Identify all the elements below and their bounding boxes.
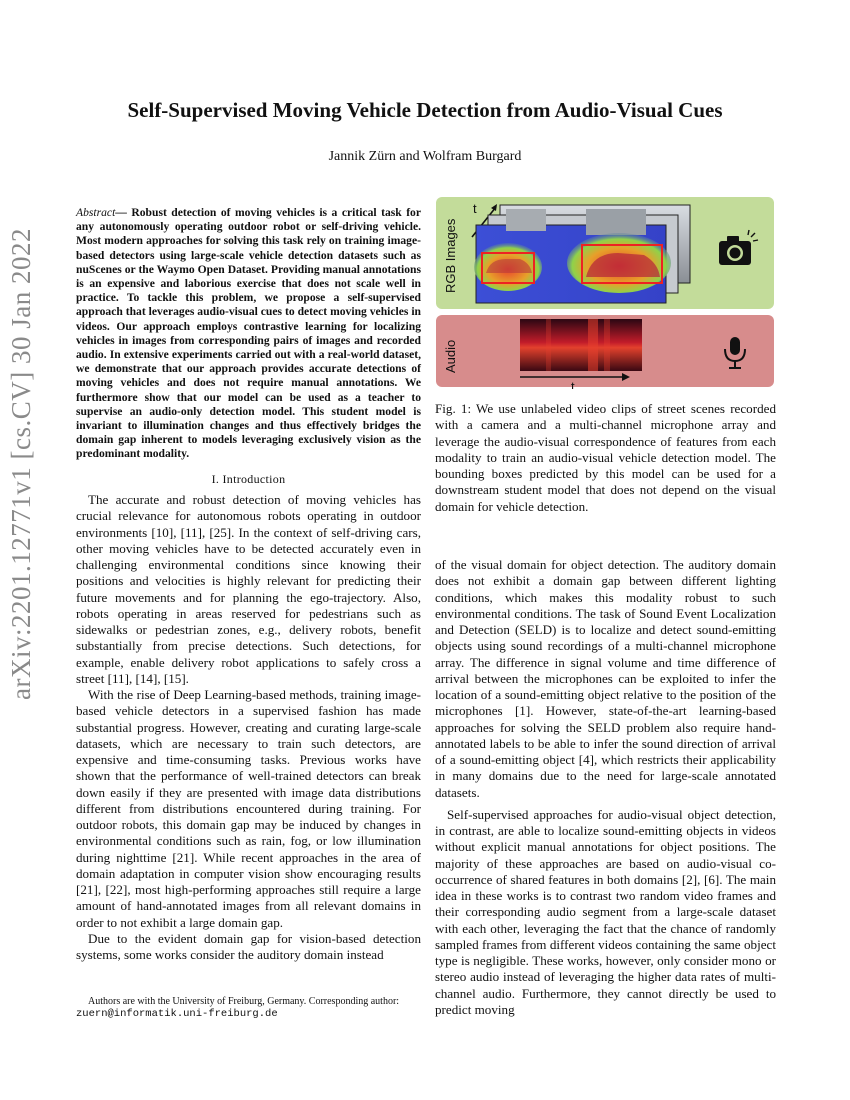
caption-text: Fig. 1: We use unlabeled video clips of street scenes recorded with a camera and a multi-channel microphone array and leverage the audio-visual correspondence of features from each modality to train an audio-visual vehicle detection model. The bounding boxes predicted by this model can be used for a downstream student model that does not depend on the visual domain for vehicle detection. xyxy=(435,401,776,514)
paragraph: of the visual domain for object detection. The auditory domain does not exhibit a domain gap between different lighting conditions, which makes this modality robust to such environmental conditions. The task of Sound Event Localization and Detection (SELD) is to localize and detect sound-emitting objects using sound recordings of a multi-channel microphone array. The difference in signal volume and time difference of arrival between the microphones can be exploited to infer the location of a sound-emitting object relative to the position of the microphones [1]. However, state-of-the-art learning-based approaches for solving the SELD problem also require hand-annotated labels to be able to infer the sound direction of arrival of a sound-emitting object [4], which restricts their applicability in many domains due to the need for large-scale annotated datasets. xyxy=(435,557,776,800)
paragraph: The accurate and robust detection of moving vehicles has crucial relevance for autonomous robots operating in outdoor environments [10], [11], [25]. In the context of self-driving cars, other moving vehicles have to be detected accurately even in challenging environmental conditions since knowing their positions and velocities is highly relevant for predicting their future movements and for planning the ego-trajectory. Also, robots operating in areas reserved for pedestrians such as sidewalks or pedestrian zones, e.g., delivery robots, benefit substantially from precise detections. Such detections, for example, enable delivery robot applications to safely cross a street [11], [14], [15]. xyxy=(76,492,421,686)
introduction-text xyxy=(76,492,421,963)
author-email: zuern@informatik.uni-freiburg.de xyxy=(76,1008,278,1020)
right-column-text xyxy=(435,557,776,1018)
paragraph: With the rise of Deep Learning-based methods, training image-based vehicle detectors in a supervised fashion has made substantial progress. However, creating and curating large-scale datasets, which are necessary to train such detectors, are expensive and time-consuming tasks. Previous works have shown that the performance of well-trained detectors can break down easily if they are presented with image data distributions different from distributions encountered during training. For outdoor robots, this domain gap may be induced by changes in environmental conditions such as rain, fog, or low illumination during nighttime [21]. While recent approaches in the area of domain adaptation in computer vision show encouraging results [21], [22], most high-performing approaches still require a large amount of hand-annotated images from all relevant domains in order to not exhibit a large domain gap. xyxy=(76,687,421,930)
time-label-bottom: t xyxy=(571,379,575,389)
figure-1 xyxy=(436,197,774,389)
arxiv-stamp: arXiv:2201.12771v1 [cs.CV] 30 Jan 2022 xyxy=(6,228,36,700)
figure-caption xyxy=(435,401,776,515)
figure-1-illustration xyxy=(436,197,774,389)
time-label-top: t xyxy=(473,201,477,216)
rgb-label: RGB Images xyxy=(443,218,458,293)
spectrogram xyxy=(520,319,642,371)
abstract-label: Abstract xyxy=(76,206,116,219)
footnote-text: Authors are with the University of Freiburg, Germany. Corresponding author: xyxy=(88,996,400,1007)
paragraph: Due to the evident domain gap for vision-based detection systems, some works consider the auditory domain instead xyxy=(76,930,421,962)
audio-label: Audio xyxy=(443,339,458,373)
abstract xyxy=(76,206,421,462)
abstract-text: — Robust detection of moving vehicles is a critical task for any autonomously operating outdoor robot or self-driving vehicle. Most modern approaches for solving this task rely on training image-based detectors using large-scale vehicle detection datasets such as nuScenes or the Waymo Open Dataset. Providing manual annotations is an expensive and laborious exercise that does not scale well in practice. To tackle this problem, we propose a self-supervised approach that leverages audio-visual cues to detect moving vehicles in videos. Our approach employs contrastive learning for localizing vehicles in images from corresponding pairs of images and recorded audio. In extensive experiments carried out with a real-world dataset, we demonstrate that our approach provides accurate detections of moving vehicles and does not require manual annotations. We furthermore show that our model can be used as a teacher to supervise an audio-only detection model. This student model is invariant to illumination changes and thus effectively bridges the domain gap inherent to models leveraging exclusively vision as the predominant modality. xyxy=(76,206,421,461)
section-heading-introduction: I. Introduction xyxy=(211,472,286,486)
paper-title: Self-Supervised Moving Vehicle Detection from Audio-Visual Cues xyxy=(127,98,723,122)
footnote xyxy=(76,996,421,1020)
paper-authors: Jannik Zürn and Wolfram Burgard xyxy=(328,149,522,164)
paragraph: Self-supervised approaches for audio-visual object detection, in contrast, are able to localize sound-emitting objects in videos without explicit manual annotations for object positions. The majority of these approaches are based on audio-visual co-occurrence of shared features in both domains [2], [6]. The main idea in these works is to contrast two random video frames and their corresponding audio segment from a large-scale dataset with each other, leveraging the fact that the chance of randomly sampled frames from different videos containing the same object type is negligible. These works, however, only consider mono or stereo audio instead of leveraging the higher data rates of multi-channel audio. Furthermore, they cannot directly be used to predict moving xyxy=(435,806,776,1017)
